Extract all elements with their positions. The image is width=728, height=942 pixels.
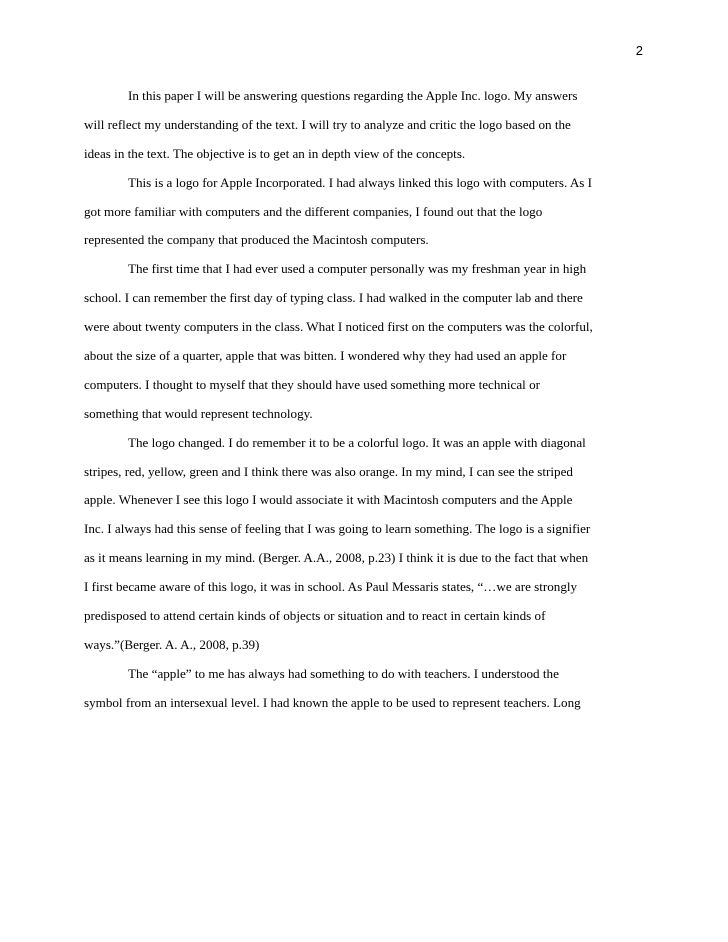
paragraph	[84, 82, 650, 169]
text-line: will reflect my understanding of the text. I will try to analyze and critic the logo based on the	[84, 116, 571, 132]
text-line: as it means learning in my mind. (Berger. A.A., 2008, p.23) I think it is due to the fact that when	[84, 550, 589, 566]
text-line: about the size of a quarter, apple that was bitten. I wondered why they had used an apple for	[84, 348, 567, 364]
text-line: The “apple” to me has always had something to do with teachers. I understood the	[128, 665, 559, 681]
text-line: This is a logo for Apple Incorporated. I had always linked this logo with computers. As I	[128, 174, 593, 190]
text-line: something that would represent technology.	[84, 405, 313, 421]
text-line: stripes, red, yellow, green and I think there was also orange. In my mind, I can see the striped	[84, 463, 573, 479]
text-line: ideas in the text. The objective is to get an in depth view of the concepts.	[84, 145, 466, 161]
text-line: symbol from an intersexual level. I had known the apple to be used to represent teachers. Long	[84, 694, 581, 710]
text-line: ways.”(Berger. A. A., 2008, p.39)	[84, 636, 260, 652]
body-text	[84, 82, 650, 718]
text-line: school. I can remember the first day of typing class. I had walked in the computer lab and there	[84, 290, 583, 306]
paragraph	[84, 169, 650, 256]
text-line: The logo changed. I do remember it to be a colorful logo. It was an apple with diagonal	[128, 434, 586, 450]
paragraph	[84, 255, 650, 428]
text-line: I first became aware of this logo, it was in school. As Paul Messaris states, “…we are strongly	[84, 579, 578, 595]
text-line: got more familiar with computers and the different companies, I found out that the logo	[84, 203, 543, 219]
paragraph	[84, 660, 650, 718]
text-line: apple. Whenever I see this logo I would associate it with Macintosh computers and the Apple	[84, 492, 573, 508]
paragraph	[84, 429, 650, 660]
text-line: The first time that I had ever used a computer personally was my freshman year in high	[128, 261, 587, 277]
text-line: computers. I thought to myself that they should have used something more technical or	[84, 376, 540, 392]
text-line: predisposed to attend certain kinds of objects or situation and to react in certain kinds of	[84, 608, 546, 624]
text-line: were about twenty computers in the class. What I noticed first on the computers was the colorful,	[84, 319, 593, 335]
text-line: Inc. I always had this sense of feeling that I was going to learn something. The logo is a signifier	[84, 521, 591, 537]
text-line: In this paper I will be answering questions regarding the Apple Inc. logo. My answers	[128, 88, 578, 103]
page-number: 2	[635, 43, 643, 58]
text-line: represented the company that produced the Macintosh computers.	[84, 232, 429, 248]
